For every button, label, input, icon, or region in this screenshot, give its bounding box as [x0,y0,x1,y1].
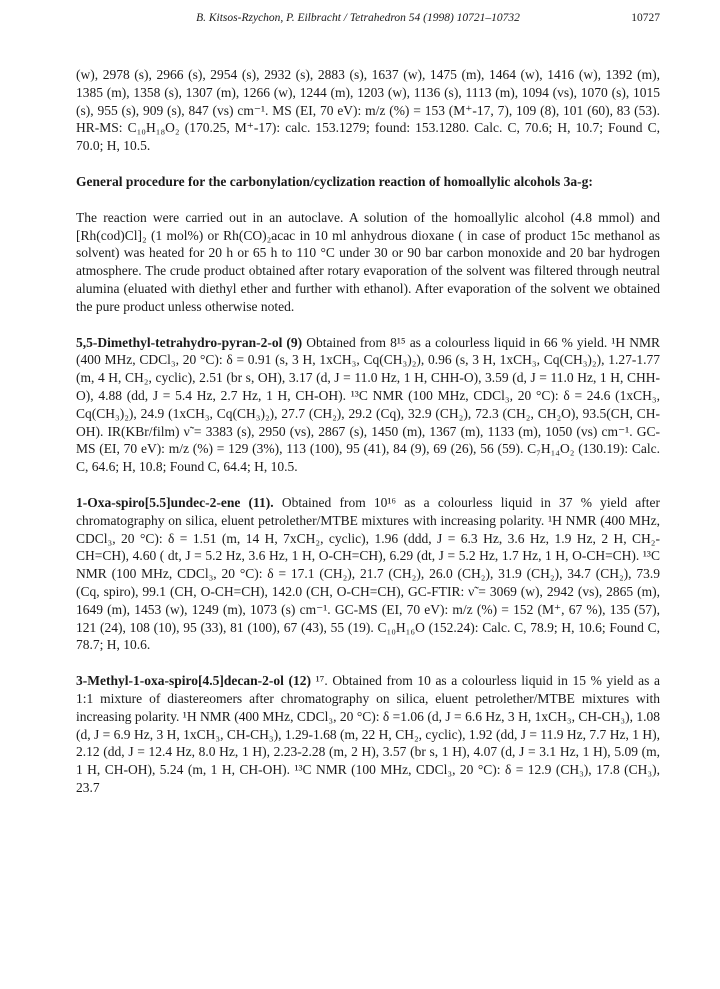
compound-11-paragraph [76,494,660,654]
compound-11-name: 1-Oxa-spiro[5.5]undec-2-ene (11). [76,494,274,510]
article-body [76,66,660,815]
running-head: B. Kitsos-Rzychon, P. Eilbracht / Tetrahedron 54 (1998) 10721–10732 [196,12,520,24]
page-number: 10727 [631,12,660,24]
carryover-paragraph: (w), 2978 (s), 2966 (s), 2954 (s), 2932 (s), 2883 (s), 1637 (w), 1475 (m), 1464 (w), 1416 (w), 1392 (m), 1385 (m), 1358 (s), 1307 (m), 1266 (w), 1244 (m), 1203 (w), 1136 (s), 1113 (m), 1094 (vs), 1070 (s), 1015 (s), 955 (s), 909 (s), 847 (vs) cm⁻¹. MS (EI, 70 eV): m/z (%) = 153 (M⁺-17, 7), 109 (8), 101 (60), 83 (53). HR-MS: C₁₀H₁₈O₂ (170.25, M⁺-17): calc. 153.1279; found: 153.1280. Calc. C, 70.6; H, 10.7; Found C, 70.0; H, 10.5. [76,67,660,154]
general-procedure-paragraph: The reaction were carried out in an autoclave. A solution of the homoallylic alcohol (4.8 mmol) and [Rh(cod)Cl]₂ (1 mol%) or Rh(CO)₂acac in 10 ml anhydrous dioxane ( in case of product 15c methanol as solvent) was heated for 20 h or 65 h to 110 °C under 30 or 90 bar carbon monoxide and 20 bar hydrogen atmosphere. The crude product obtained after rotary evaporation of the solvent was filtered through neutral alumina (eluated with diethyl ether and further with ethanol). After evaporation of the solvent we obtained the pure product unless otherwise noted. [76,209,660,314]
general-procedure-heading: General procedure for the carbonylation/cyclization reaction of homoallylic alcohols 3a-g: [76,173,593,189]
compound-12-text: ¹⁷. Obtained from 10 as a colourless liquid in 15 % yield as a 1:1 mixture of diastereomers after chromatography on silica, eluent petrolether/MTBE mixtures with increasing polarity. ¹H NMR (400 MHz, CDCl₃, 20 °C): δ =1.06 (d, J = 6.6 Hz, 3 H, 1xCH₃, CH-CH₃), 1.08 (d, J = 6.9 Hz, 3 H, 1xCH₃, CH-CH₃), 1.29-1.68 (m, 22 H, CH₂, cyclic), 1.92 (dd, J = 11.9 Hz, 7.7 Hz, 1 H), 2.12 (dd, J = 12.4 Hz, 8.0 Hz, 1 H), 2.23-2.28 (m, 2 H), 3.57 (br s, 1 H), 4.07 (d, J = 3.1 Hz, 1 H), 5.09 (m, 1 H, CH-OH), 5.24 (m, 1 H, CH-OH). ¹³C NMR (100 MHz, CDCl₃, 20 °C): δ = 12.9 (CH₃), 17.8 (CH₃), 23.7 [76,673,661,795]
compound-9-name: 5,5-Dimethyl-tetrahydro-pyran-2-ol (9) [76,334,303,350]
compound-12-name: 3-Methyl-1-oxa-spiro[4.5]decan-2-ol (12) [76,673,311,689]
compound-9-paragraph [76,334,660,476]
compound-9-text: Obtained from 8¹⁵ as a colourless liquid in 66 % yield. ¹H NMR (400 MHz, CDCl₃, 20 °C): δ = 0.91 (s, 3 H, 1xCH₃, Cq(CH₃)₂), 0.96 (s, 3 H, 1xCH₃, Cq(CH₃)₂), 1.27-1.77 (m, 4 H, CH₂, cyclic), 2.51 (br s, OH), 3.17 (d, J = 11.0 Hz, 1 H, CHH-O), 3.59 (d, J = 11.0 Hz, 1 H, CHH-O), 4.88 (dd, J = 5.4 Hz, 2.7 Hz, 1 H, CH-OH). ¹³C NMR (100 MHz, CDCl₃, 20 °C): δ = 24.6 (1xCH₃, Cq(CH₃)₂), 24.9 (1xCH₃, Cq(CH₃)₂), 27.7 (CH₂), 29.2 (Cq), 32.9 (CH₂), 72.3 (CH₂, CH₂O), 93.5(CH, CH-OH). IR(KBr/film) ν̃ = 3383 (s), 2950 (vs), 2867 (s), 1450 (m), 1367 (m), 1133 (m), 1050 (vs) cm⁻¹. GC-MS (EI, 70 eV): m/z (%) = 129 (3%), 113 (100), 95 (41), 84 (9), 69 (26), 56 (59). C₇H₁₄O₂ (130.19): Calc. C, 64.6; H, 10.8; Found C, 64.4; H, 10.5. [76,334,660,475]
compound-12-paragraph [76,672,660,797]
compound-11-text: Obtained from 10¹⁶ as a colourless liquid in 37 % yield after chromatography on silica, eluent petrolether/MTBE mixtures with increasing polarity. ¹H NMR (400 MHz, CDCl₃, 20 °C): δ = 1.51 (m, 14 H, 7xCH₂, cyclic), 1.96 (ddd, J = 6.3 Hz, 3.6 Hz, 1.9 Hz, 2 H, CH₂-CH=CH), 4.60 ( dt, J = 5.2 Hz, 3.6 Hz, 1 H, O-CH=CH), 6.29 (dt, J = 5.2 Hz, 1.7 Hz, 1 H, O-CH=CH). ¹³C NMR (100 MHz, CDCl₃, 20 °C): δ = 17.1 (CH₂), 21.7 (CH₂), 26.0 (CH₂), 31.9 (CH₂), 34.7 (CH₂), 73.9 (Cq, spiro), 99.1 (CH, O-CH=CH), 142.0 (CH, O-CH=CH), GC-FTIR: ν̃ = 3069 (w), 2942 (vs), 2865 (m), 1649 (m), 1453 (w), 1249 (m), 1073 (s) cm⁻¹. GC-MS (EI, 70 eV): m/z (%) = 152 (M⁺, 67 %), 135 (57), 121 (24), 108 (10), 95 (33), 81 (100), 67 (43), 55 (19). C₁₀H₁₆O (152.24): Calc. C, 78.9; H, 10.6; Found C, 78.7; H, 10.6. [76,494,660,653]
